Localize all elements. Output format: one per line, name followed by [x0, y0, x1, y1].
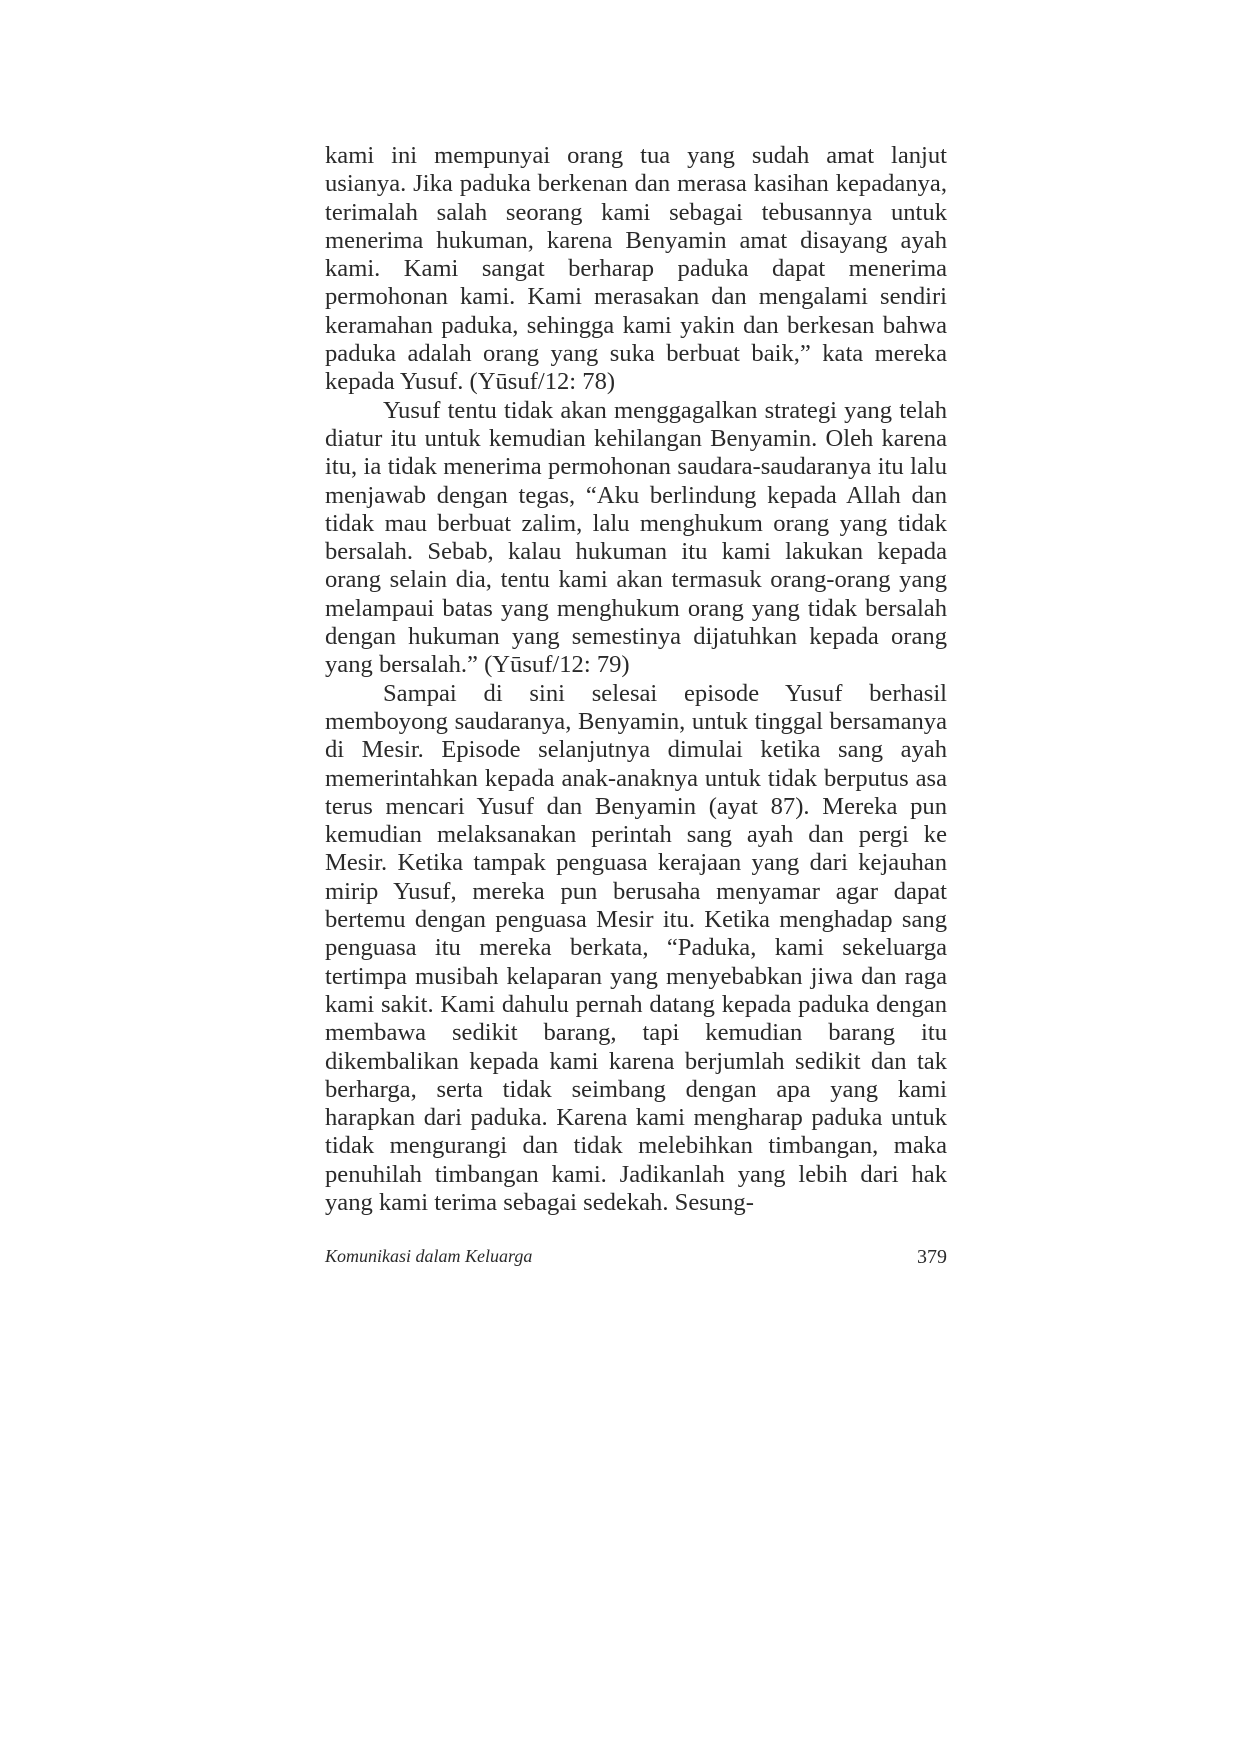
paragraph: Yusuf tentu tidak akan menggagalkan strategi yang telah diatur itu untuk kemudian kehilangan Benyamin. Oleh karena itu, ia tidak menerima permohonan saudara-saudaranya itu lalu menjawab dengan tegas, “Aku berlindung kepada Allah dan tidak mau berbuat zalim, lalu menghukum orang yang tidak bersalah. Sebab, kalau hukuman itu kami lakukan kepada orang selain dia, tentu kami akan termasuk orang-orang yang melampaui batas yang menghukum orang yang tidak bersalah dengan hukuman yang semestinya dijatuhkan kepada orang yang bersalah.” (Yūsuf/12: 79) [325, 396, 947, 679]
paragraph: Sampai di sini selesai episode Yusuf berhasil memboyong saudaranya, Benyamin, untuk tinggal bersamanya di Mesir. Episode selanjutnya dimulai ketika sang ayah memerintahkan kepada anak-anaknya untuk tidak berputus asa terus mencari Yusuf dan Benyamin (ayat 87). Mereka pun kemudian melaksanakan perintah sang ayah dan pergi ke Mesir. Ketika tampak penguasa kerajaan yang dari kejauhan mirip Yusuf, mereka pun berusaha menyamar agar dapat bertemu dengan penguasa Mesir itu. Ketika menghadap sang penguasa itu mereka berkata, “Paduka, kami sekeluarga tertimpa musibah kelaparan yang menyebabkan jiwa dan raga kami sakit. Kami dahulu pernah datang kepada paduka dengan membawa sedikit barang, tapi kemudian barang itu dikembalikan kepada kami karena berjumlah sedikit dan tak berharga, serta tidak seimbang dengan apa yang kami harapkan dari paduka. Karena kami mengharap paduka untuk tidak mengurangi dan tidak melebihkan timbangan, maka penuhilah timbangan kami. Jadikanlah yang lebih dari hak yang kami terima sebagai sedekah. Sesung- [325, 679, 947, 1216]
running-title: Komunikasi dalam Keluarga [325, 1246, 533, 1266]
page-footer [325, 1246, 947, 1276]
body-text [325, 142, 947, 1217]
paragraph-continued: kami ini mempunyai orang tua yang sudah amat lanjut usianya. Jika paduka berkenan dan merasa kasihan kepadanya, terimalah salah seorang kami sebagai tebusannya untuk menerima hukuman, karena Benyamin amat disayang ayah kami. Kami sangat berharap paduka dapat menerima permohonan kami. Kami merasakan dan mengalami sendiri keramahan paduka, sehingga kami yakin dan berkesan bahwa paduka adalah orang yang suka berbuat baik,” kata mereka kepada Yusuf. (Yūsuf/12: 78) [325, 142, 947, 396]
page-number: 379 [917, 1246, 947, 1268]
